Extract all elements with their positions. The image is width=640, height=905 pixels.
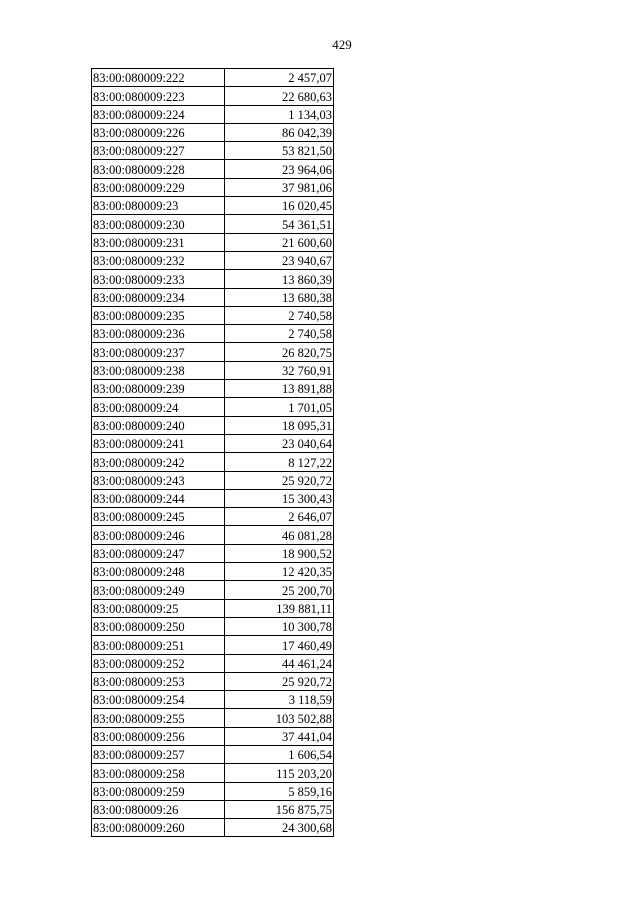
value-cell: 23 964,06 bbox=[225, 160, 334, 178]
value-cell: 139 881,11 bbox=[225, 599, 334, 617]
cadastral-number-cell: 83:00:080009:250 bbox=[92, 617, 225, 635]
value-cell: 24 300,68 bbox=[225, 819, 334, 837]
value-cell: 103 502,88 bbox=[225, 709, 334, 727]
table-row bbox=[92, 691, 334, 709]
table-row bbox=[92, 617, 334, 635]
value-cell: 26 820,75 bbox=[225, 343, 334, 361]
cadastral-number-cell: 83:00:080009:244 bbox=[92, 489, 225, 507]
value-cell: 1 606,54 bbox=[225, 745, 334, 763]
cadastral-number-cell: 83:00:080009:25 bbox=[92, 599, 225, 617]
table-row bbox=[92, 178, 334, 196]
value-cell: 115 203,20 bbox=[225, 764, 334, 782]
value-cell: 1 134,03 bbox=[225, 105, 334, 123]
value-cell: 18 900,52 bbox=[225, 544, 334, 562]
table-row bbox=[92, 434, 334, 452]
value-cell: 23 040,64 bbox=[225, 434, 334, 452]
value-cell: 25 920,72 bbox=[225, 672, 334, 690]
table-row bbox=[92, 380, 334, 398]
cadastral-number-cell: 83:00:080009:241 bbox=[92, 434, 225, 452]
value-cell: 54 361,51 bbox=[225, 215, 334, 233]
table-row bbox=[92, 654, 334, 672]
cadastral-number-cell: 83:00:080009:24 bbox=[92, 398, 225, 416]
value-cell: 86 042,39 bbox=[225, 123, 334, 141]
value-cell: 13 860,39 bbox=[225, 270, 334, 288]
cadastral-number-cell: 83:00:080009:236 bbox=[92, 325, 225, 343]
page-number: 429 bbox=[332, 37, 352, 52]
cadastral-number-cell: 83:00:080009:230 bbox=[92, 215, 225, 233]
table-row bbox=[92, 306, 334, 324]
table-row bbox=[92, 764, 334, 782]
value-cell: 18 095,31 bbox=[225, 416, 334, 434]
cadastral-number-cell: 83:00:080009:224 bbox=[92, 105, 225, 123]
table-row bbox=[92, 800, 334, 818]
cadastral-number-cell: 83:00:080009:234 bbox=[92, 288, 225, 306]
value-cell: 2 457,07 bbox=[225, 69, 334, 87]
value-cell: 13 891,88 bbox=[225, 380, 334, 398]
value-cell: 17 460,49 bbox=[225, 636, 334, 654]
cadastral-number-cell: 83:00:080009:242 bbox=[92, 453, 225, 471]
value-cell: 5 859,16 bbox=[225, 782, 334, 800]
value-cell: 21 600,60 bbox=[225, 233, 334, 251]
cadastral-number-cell: 83:00:080009:249 bbox=[92, 581, 225, 599]
table-row bbox=[92, 325, 334, 343]
table-row bbox=[92, 709, 334, 727]
table-row bbox=[92, 288, 334, 306]
table-row bbox=[92, 233, 334, 251]
cadastral-number-cell: 83:00:080009:246 bbox=[92, 526, 225, 544]
cadastral-number-cell: 83:00:080009:222 bbox=[92, 69, 225, 87]
table-row bbox=[92, 398, 334, 416]
value-cell: 15 300,43 bbox=[225, 489, 334, 507]
table-row bbox=[92, 563, 334, 581]
table-row bbox=[92, 471, 334, 489]
table-row bbox=[92, 123, 334, 141]
table-row bbox=[92, 69, 334, 87]
value-cell: 3 118,59 bbox=[225, 691, 334, 709]
value-cell: 12 420,35 bbox=[225, 563, 334, 581]
value-cell: 53 821,50 bbox=[225, 142, 334, 160]
value-cell: 44 461,24 bbox=[225, 654, 334, 672]
cadastral-number-cell: 83:00:080009:235 bbox=[92, 306, 225, 324]
cadastral-value-table bbox=[91, 68, 334, 837]
value-cell: 2 740,58 bbox=[225, 306, 334, 324]
table-row bbox=[92, 508, 334, 526]
cadastral-number-cell: 83:00:080009:226 bbox=[92, 123, 225, 141]
table-row bbox=[92, 599, 334, 617]
table-body bbox=[92, 69, 334, 837]
table-row bbox=[92, 215, 334, 233]
value-cell: 10 300,78 bbox=[225, 617, 334, 635]
table-row bbox=[92, 416, 334, 434]
table-row bbox=[92, 544, 334, 562]
table-row bbox=[92, 270, 334, 288]
cadastral-number-cell: 83:00:080009:231 bbox=[92, 233, 225, 251]
value-cell: 16 020,45 bbox=[225, 197, 334, 215]
cadastral-number-cell: 83:00:080009:255 bbox=[92, 709, 225, 727]
table-row bbox=[92, 581, 334, 599]
value-cell: 37 441,04 bbox=[225, 727, 334, 745]
table-row bbox=[92, 453, 334, 471]
value-cell: 25 920,72 bbox=[225, 471, 334, 489]
value-cell: 25 200,70 bbox=[225, 581, 334, 599]
cadastral-number-cell: 83:00:080009:240 bbox=[92, 416, 225, 434]
cadastral-number-cell: 83:00:080009:223 bbox=[92, 87, 225, 105]
table-row bbox=[92, 782, 334, 800]
cadastral-number-cell: 83:00:080009:233 bbox=[92, 270, 225, 288]
cadastral-number-cell: 83:00:080009:238 bbox=[92, 361, 225, 379]
cadastral-number-cell: 83:00:080009:247 bbox=[92, 544, 225, 562]
cadastral-number-cell: 83:00:080009:259 bbox=[92, 782, 225, 800]
value-cell: 1 701,05 bbox=[225, 398, 334, 416]
cadastral-number-cell: 83:00:080009:253 bbox=[92, 672, 225, 690]
cadastral-number-cell: 83:00:080009:243 bbox=[92, 471, 225, 489]
table-row bbox=[92, 87, 334, 105]
table-row bbox=[92, 526, 334, 544]
value-cell: 8 127,22 bbox=[225, 453, 334, 471]
table-row bbox=[92, 489, 334, 507]
table-row bbox=[92, 745, 334, 763]
value-cell: 2 646,07 bbox=[225, 508, 334, 526]
cadastral-number-cell: 83:00:080009:252 bbox=[92, 654, 225, 672]
cadastral-number-cell: 83:00:080009:237 bbox=[92, 343, 225, 361]
value-cell: 32 760,91 bbox=[225, 361, 334, 379]
value-cell: 13 680,38 bbox=[225, 288, 334, 306]
cadastral-number-cell: 83:00:080009:239 bbox=[92, 380, 225, 398]
table-row bbox=[92, 361, 334, 379]
table-row bbox=[92, 636, 334, 654]
table-row bbox=[92, 819, 334, 837]
value-cell: 23 940,67 bbox=[225, 251, 334, 269]
value-cell: 46 081,28 bbox=[225, 526, 334, 544]
table-row bbox=[92, 672, 334, 690]
cadastral-number-cell: 83:00:080009:229 bbox=[92, 178, 225, 196]
cadastral-number-cell: 83:00:080009:26 bbox=[92, 800, 225, 818]
value-cell: 156 875,75 bbox=[225, 800, 334, 818]
table-row bbox=[92, 142, 334, 160]
cadastral-number-cell: 83:00:080009:228 bbox=[92, 160, 225, 178]
cadastral-number-cell: 83:00:080009:227 bbox=[92, 142, 225, 160]
table-row bbox=[92, 251, 334, 269]
table-row bbox=[92, 727, 334, 745]
table-row bbox=[92, 160, 334, 178]
cadastral-number-cell: 83:00:080009:23 bbox=[92, 197, 225, 215]
cadastral-number-cell: 83:00:080009:257 bbox=[92, 745, 225, 763]
cadastral-number-cell: 83:00:080009:232 bbox=[92, 251, 225, 269]
table-row bbox=[92, 343, 334, 361]
cadastral-number-cell: 83:00:080009:254 bbox=[92, 691, 225, 709]
cadastral-number-cell: 83:00:080009:251 bbox=[92, 636, 225, 654]
value-cell: 2 740,58 bbox=[225, 325, 334, 343]
cadastral-number-cell: 83:00:080009:245 bbox=[92, 508, 225, 526]
cadastral-number-cell: 83:00:080009:256 bbox=[92, 727, 225, 745]
cadastral-number-cell: 83:00:080009:260 bbox=[92, 819, 225, 837]
value-cell: 22 680,63 bbox=[225, 87, 334, 105]
cadastral-number-cell: 83:00:080009:248 bbox=[92, 563, 225, 581]
value-cell: 37 981,06 bbox=[225, 178, 334, 196]
table-row bbox=[92, 197, 334, 215]
table-row bbox=[92, 105, 334, 123]
cadastral-number-cell: 83:00:080009:258 bbox=[92, 764, 225, 782]
